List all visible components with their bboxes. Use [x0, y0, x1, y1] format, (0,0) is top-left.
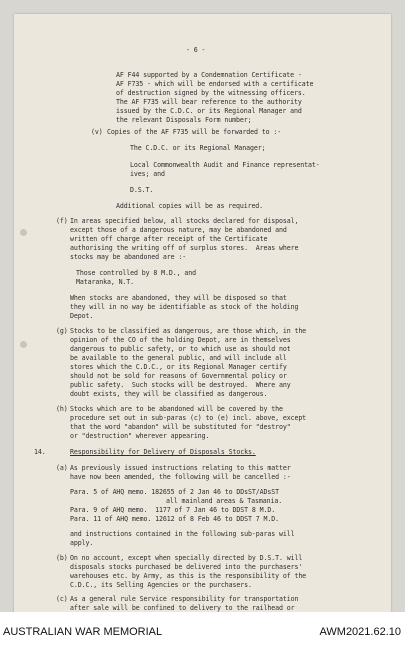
text-line: issued by the C.D.C. or its Regional Manager and	[116, 107, 302, 115]
footer-accession-number: AWM2021.62.10	[319, 626, 401, 638]
page-number: - 6 -	[186, 46, 206, 54]
item-label: (v)	[91, 128, 103, 136]
footer-source-label: AUSTRALIAN WAR MEMORIAL	[3, 626, 163, 638]
text-line: C.D.C., its Selling Agencies or the purchasers.	[70, 581, 252, 589]
item-label: (f)	[56, 217, 68, 225]
text-line: or "destruction" wherever appearing.	[70, 432, 210, 440]
text-line: ives; and	[130, 170, 165, 178]
text-line: doubt exists, they will be classified as dangerous.	[70, 390, 268, 398]
text-line: Mataranka, N.T.	[76, 278, 135, 286]
text-line: Local Commonwealth Audit and Finance representat-	[130, 161, 320, 169]
item-label: (h)	[56, 405, 68, 413]
document-page	[14, 14, 391, 612]
text-line: after sale will be confined to delivery to the railhead or	[70, 604, 295, 612]
text-line: The C.D.C. or its Regional Manager;	[130, 144, 266, 152]
text-line: Copies of the AF F735 will be forwarded to :-	[107, 128, 282, 136]
text-line: In areas specified below, all stocks declared for disposal,	[70, 217, 299, 225]
text-line: be available to the general public, and will include all	[70, 354, 287, 362]
text-line: On no account, except when specially directed by D.S.T. will	[70, 554, 303, 562]
text-line: Additional copies will be as required.	[116, 202, 264, 210]
text-line: procedure set out in sub-paras (c) to (e) incl. above, except	[70, 414, 307, 422]
text-line: dangerous to public safety, or to which use as should not	[70, 345, 291, 353]
text-line: Para. 5 of AHQ memo. 182655 of 2 Jan 46 to DDsST/ADsST	[70, 488, 279, 496]
text-line: written off charge after receipt of the Certificate	[70, 235, 268, 243]
text-line: D.S.T.	[130, 186, 154, 194]
text-line: The AF F735 will bear reference to the authority	[116, 98, 302, 106]
text-line: When stocks are abandoned, they will be disposed so that	[70, 294, 287, 302]
text-line: that the word "abandon" will be substituted for "destroy"	[70, 423, 291, 431]
text-line: of destruction signed by the witnessing officers.	[116, 89, 306, 97]
text-line: public safety. Such stocks will be destroyed. Where any	[70, 381, 291, 389]
text-line: As previously issued instructions relating to this matter	[70, 464, 291, 472]
item-label: (g)	[56, 327, 68, 335]
text-line: warehouses etc. by Army, as this is the responsibility of the	[70, 572, 307, 580]
text-line: have now been amended, the following will be cancelled :-	[70, 473, 291, 481]
text-line: stores which the C.D.C., or its Regional Manager certify	[70, 363, 287, 371]
text-line: authorising the writing off of surplus stores. Areas where	[70, 244, 299, 252]
text-line: opinion of the CO of the holding Depot, are in themselves	[70, 336, 291, 344]
text-line: Para. 11 of AHQ memo. 12612 of 8 Feb 46 to DDST 7 M.D.	[70, 515, 279, 523]
text-line: apply.	[70, 539, 94, 547]
text-line: they will in no way be identifiable as stock of the holding	[70, 303, 299, 311]
item-label: (a)	[56, 464, 68, 472]
text-line: stocks may be abandoned are :-	[70, 253, 187, 261]
punch-hole	[20, 341, 27, 348]
text-line: Para. 9 of AHQ memo. 1177 of 7 Jan 46 to DDST 8 M.D.	[70, 506, 276, 514]
section-heading: Responsibility for Delivery of Disposals Stocks.	[70, 448, 256, 456]
text-line: and instructions contained in the following sub-paras will	[70, 530, 295, 538]
text-line: except those of a dangerous nature, may be abandoned and	[70, 226, 287, 234]
archive-footer	[0, 612, 405, 653]
section-number: 14.	[34, 448, 46, 456]
text-line: AF F735 - which will be endorsed with a certificate	[116, 80, 314, 88]
text-line: should not be sold for reasons of Governmental policy or	[70, 372, 287, 380]
text-line: Depot.	[70, 312, 94, 320]
text-line: As a general rule Service responsibility for transportation	[70, 595, 299, 603]
text-line: AF F44 supported by a Condemnation Certificate -	[116, 71, 302, 79]
punch-hole	[20, 229, 27, 236]
item-label: (b)	[56, 554, 68, 562]
text-line: Those controlled by 8 M.D., and	[76, 269, 196, 277]
text-line: all mainland areas & Tasmania.	[166, 497, 283, 505]
text-line: Stocks to be classified as dangerous, are those which, in the	[70, 327, 307, 335]
text-line: disposals stocks purchased be delivered into the purchasers'	[70, 563, 303, 571]
text-line: Stocks which are to be abandoned will be covered by the	[70, 405, 283, 413]
item-label: (c)	[56, 595, 68, 603]
text-line: the relevant Disposals Form number;	[116, 116, 252, 124]
